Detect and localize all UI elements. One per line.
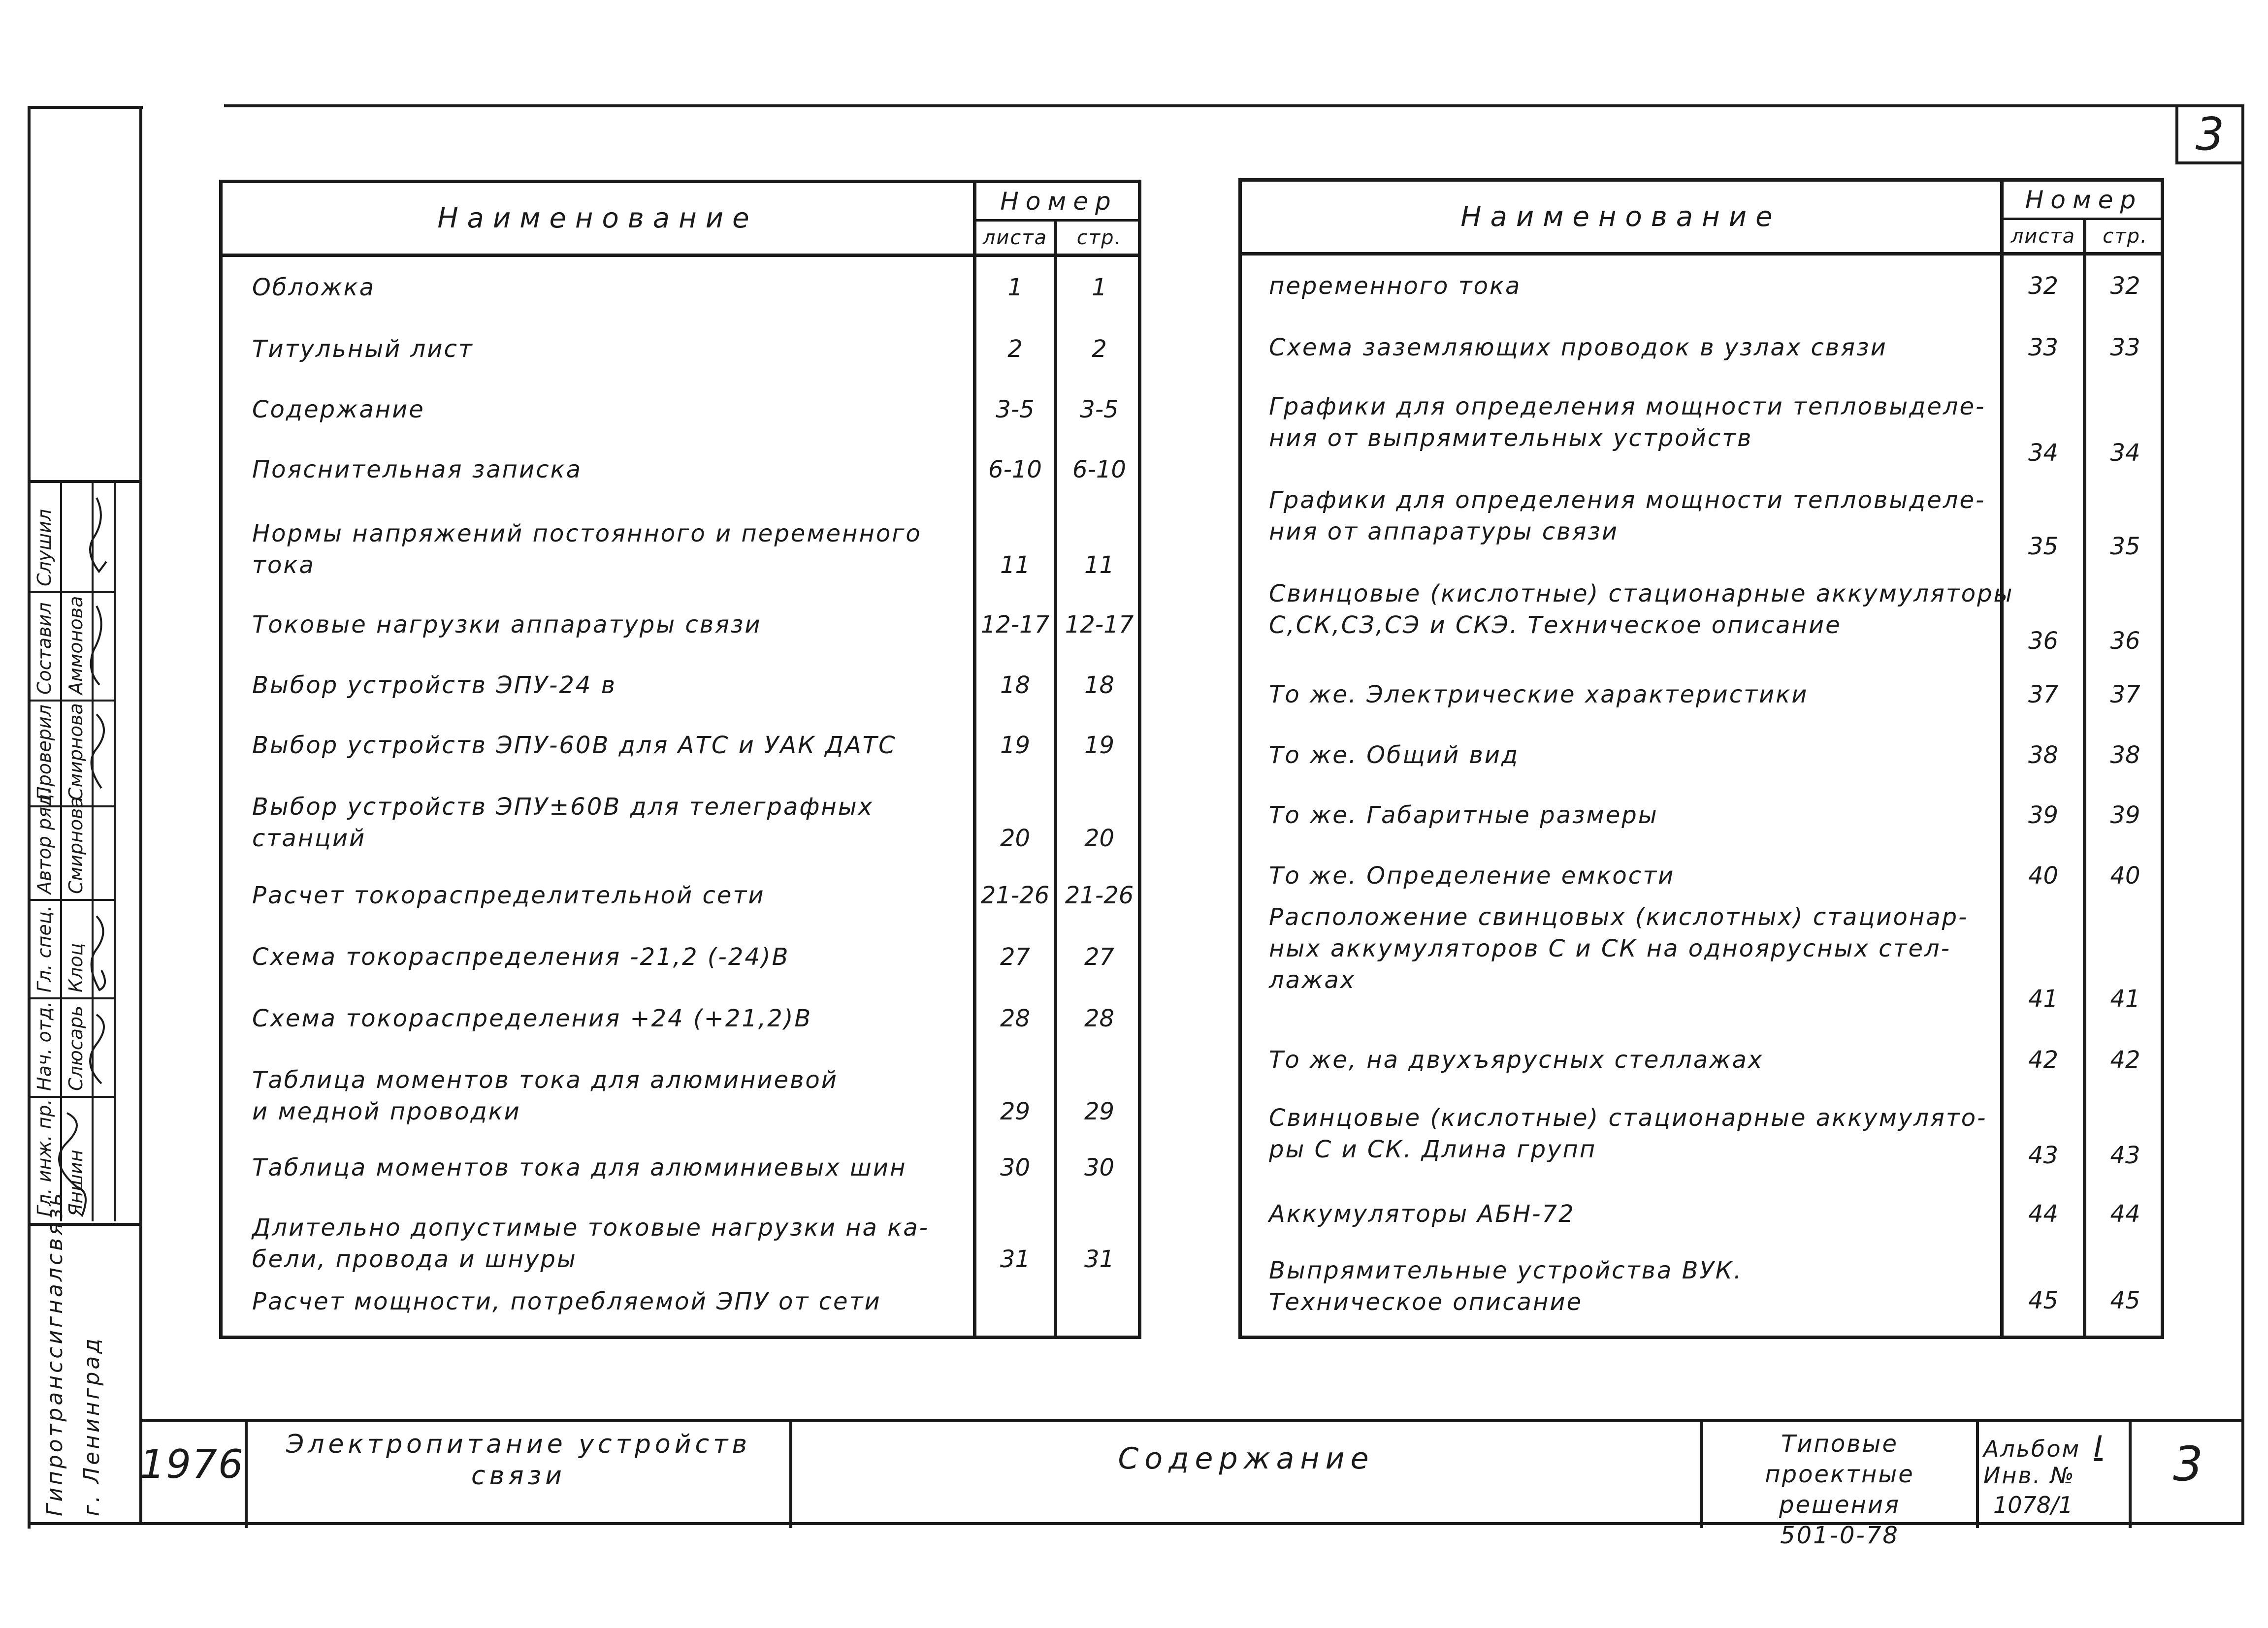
toc-row [223, 1003, 1138, 1034]
row-page: 37 [2110, 681, 2140, 708]
row-page: 3-5 [1080, 396, 1119, 423]
organization-city: г. Ленинград [79, 1336, 104, 1516]
title-block [139, 1419, 2244, 1549]
row-name: То же. Общий вид [1269, 741, 1520, 769]
top-rule [224, 104, 2243, 107]
row-name: Свинцовые (кислотные) стационарные аккумулято- ры С и СК. Длина групп [1269, 1104, 1987, 1163]
stamp-name: Яншин [65, 1149, 87, 1216]
row-page: 35 [2110, 533, 2140, 560]
row-page: 12-17 [1065, 611, 1134, 638]
tb-inv-value: 1078/1 [1993, 1492, 2073, 1518]
row-list: 36 [2028, 627, 2059, 655]
toc-row [1242, 1245, 2161, 1329]
stamp-inner-border [139, 106, 142, 1524]
row-list: 2 [1007, 335, 1023, 363]
row-name: Титульный лист [252, 335, 474, 363]
row-page: 1 [1092, 274, 1107, 301]
row-list: 35 [2028, 533, 2059, 560]
row-page: 33 [2110, 334, 2140, 361]
row-list: 30 [1000, 1154, 1031, 1181]
tb-series: Типовые проектные решения 501-0-78 [1765, 1430, 1914, 1549]
row-name: Схема токораспределения +24 (+21,2)В [252, 1005, 812, 1032]
row-list: 40 [2028, 862, 2059, 890]
row-list: 43 [2028, 1142, 2059, 1169]
stamp-role: Гл. спец. [33, 905, 55, 992]
page-number-box [2175, 104, 2244, 164]
stamp-role: Составил [33, 602, 55, 695]
row-name: Пояснительная записка [252, 456, 583, 483]
tb-inv-label: Инв. № [1983, 1462, 2075, 1489]
row-list: 12-17 [980, 611, 1050, 638]
row-page: 32 [2110, 272, 2140, 300]
row-list: 27 [1000, 943, 1031, 971]
row-page: 21-26 [1065, 882, 1134, 909]
top-left-rule [30, 106, 143, 109]
row-name: Аккумуляторы АБН-72 [1269, 1200, 1575, 1228]
row-list: 44 [2028, 1200, 2059, 1228]
stamp-name: Смирнова [65, 797, 87, 894]
toc-row [223, 941, 1138, 973]
row-name: Длительно допустимые токовые нагрузки на ка- бели, провода и шнуры [252, 1214, 929, 1273]
stamp-name: Смирнова [65, 703, 87, 800]
row-list: 6-10 [988, 456, 1042, 483]
tb-album [1983, 1430, 2126, 1464]
row-name: То же. Габаритные размеры [1269, 801, 1658, 829]
row-page: 41 [2110, 985, 2140, 1013]
row-page: 30 [1084, 1154, 1115, 1181]
toc-row [223, 454, 1138, 485]
tb-sheet-title: Содержание [1118, 1441, 1375, 1476]
toc-row [223, 1212, 1138, 1275]
row-list: 29 [1000, 1098, 1031, 1125]
row-name: Выпрямительные устройства ВУК. Техническое описание [1269, 1257, 1743, 1316]
row-page: 19 [1084, 732, 1115, 759]
stamp-role: Нач. отд. [33, 1001, 55, 1091]
row-page: 45 [2110, 1287, 2140, 1314]
stamp-role: Проверил [33, 704, 55, 800]
row-name: Выбор устройств ЭПУ-60В для АТС и УАК ДАТС [252, 732, 897, 759]
row-page: 27 [1084, 943, 1115, 971]
toc-row [1242, 1102, 2161, 1171]
row-name: Нормы напряжений постоянного и переменного тока [252, 520, 922, 579]
approval-stamp [28, 480, 139, 1226]
tb-subject: Электропитание устройств связи [286, 1430, 751, 1491]
row-list: 34 [2028, 439, 2059, 467]
toc-row [1242, 484, 2161, 562]
row-list: 11 [1000, 551, 1031, 579]
row-page: 36 [2110, 627, 2140, 655]
toc-row [1242, 1198, 2161, 1230]
row-name: Токовые нагрузки аппаратуры связи [252, 611, 762, 638]
row-page: 18 [1084, 671, 1115, 699]
toc-row [223, 730, 1138, 761]
header-str: стр. [2083, 220, 2164, 255]
row-name: Графики для определения мощности тепловыделе- ния от аппаратуры связи [1269, 486, 1986, 545]
row-page: 39 [2110, 801, 2140, 829]
header-lista: листа [2000, 220, 2083, 255]
header-name: Наименование [223, 183, 973, 257]
row-page: 34 [2110, 439, 2140, 467]
row-name: Расчет мощности, потребляемой ЭПУ от сети [252, 1288, 881, 1315]
row-list: 31 [1000, 1245, 1031, 1273]
row-list: 1 [1007, 274, 1023, 301]
right-border [2241, 104, 2244, 1522]
row-page: 40 [2110, 862, 2140, 890]
stamp-role: Слушил [33, 509, 55, 586]
row-page: 42 [2110, 1046, 2140, 1074]
toc-row [223, 333, 1138, 365]
row-list: 19 [1000, 732, 1031, 759]
toc-row [1242, 860, 2161, 892]
row-page: 11 [1084, 551, 1115, 579]
tb-year: 1976 [140, 1441, 244, 1487]
row-name: Графики для определения мощности тепловыделе- ния от выпрямительных устройств [1269, 393, 1986, 452]
row-page: 20 [1084, 825, 1115, 852]
row-page: 28 [1084, 1005, 1115, 1032]
toc-row [223, 670, 1138, 701]
toc-row [223, 791, 1138, 854]
row-page: 38 [2110, 741, 2140, 769]
row-name: Содержание [252, 396, 425, 423]
stamp-name: Аммонова [65, 596, 87, 695]
stamp-name: Слюсарь [65, 1005, 87, 1091]
toc-table-left [219, 180, 1141, 1339]
stamp-name: Клоц [65, 943, 87, 992]
row-name: Выбор устройств ЭПУ-24 в [252, 671, 617, 699]
row-name: Расположение свинцовых (кислотных) стационар- ных аккумуляторов С и СК на одноярусных стел- лажах [1269, 903, 1969, 994]
toc-row [1242, 901, 2161, 1015]
tb-sheet-number: 3 [2172, 1436, 2203, 1492]
tb-divider [1976, 1422, 1979, 1528]
tb-album-label: Альбом [1983, 1436, 2081, 1462]
row-page: 29 [1084, 1098, 1115, 1125]
toc-row [223, 1152, 1138, 1183]
tb-inv [1983, 1462, 2126, 1526]
toc-row [223, 880, 1138, 911]
row-page: 44 [2110, 1200, 2140, 1228]
row-list: 28 [1000, 1005, 1031, 1032]
tb-album-value: I [2094, 1430, 2103, 1464]
toc-row [223, 1286, 1138, 1317]
toc-row [1242, 799, 2161, 831]
row-list: 33 [2028, 334, 2059, 361]
toc-row [1242, 332, 2161, 363]
organization-block [28, 1191, 139, 1521]
row-name: То же. Электрические характеристики [1269, 681, 1809, 708]
row-list: 18 [1000, 671, 1031, 699]
stamp-role: Гл. инж. пр. [33, 1099, 55, 1216]
row-page: 2 [1092, 335, 1107, 363]
row-name: Схема заземляющих проводок в узлах связи [1269, 334, 1887, 361]
row-page: 43 [2110, 1142, 2140, 1169]
header-nomer: Номер [2000, 182, 2164, 220]
row-list: 45 [2028, 1287, 2059, 1314]
page-number: 3 [2195, 108, 2225, 160]
header-nomer: Номер [973, 183, 1141, 222]
toc-row [1242, 578, 2161, 657]
toc-row [223, 609, 1138, 640]
row-name: Расчет токораспределительной сети [252, 882, 765, 909]
toc-row [223, 394, 1138, 425]
row-list: 42 [2028, 1046, 2059, 1074]
header-name: Наименование [1242, 182, 2000, 255]
row-name: Свинцовые (кислотные) стационарные аккумуляторы С,СК,СЗ,СЭ и СКЭ. Техническое описание [1269, 580, 2014, 639]
row-list: 32 [2028, 272, 2059, 300]
row-name: Обложка [252, 274, 376, 301]
row-list: 21-26 [980, 882, 1050, 909]
toc-row [1242, 391, 2161, 469]
header-str: стр. [1054, 222, 1141, 257]
row-list: 39 [2028, 801, 2059, 829]
row-name: переменного тока [1269, 272, 1522, 300]
toc-row [1242, 270, 2161, 302]
header-lista: листа [973, 222, 1054, 257]
stamp-role: Автор ряд. [33, 788, 55, 894]
toc-row [223, 272, 1138, 303]
row-name: Таблица моментов тока для алюминиевой и медной проводки [252, 1066, 838, 1125]
row-page: 6-10 [1072, 456, 1126, 483]
toc-table-right [1238, 178, 2164, 1339]
signature-scribbles [28, 483, 139, 1221]
toc-row [1242, 679, 2161, 710]
row-list: 38 [2028, 741, 2059, 769]
row-name: Схема токораспределения -21,2 (-24)В [252, 943, 790, 971]
row-name: То же, на двухъярусных стеллажах [1269, 1046, 1764, 1074]
organization-name: Гипротранссигналсвязь [42, 1191, 67, 1516]
row-list: 3-5 [996, 396, 1035, 423]
row-list: 20 [1000, 825, 1031, 852]
row-name: Выбор устройств ЭПУ±60В для телеграфных станций [252, 793, 874, 852]
row-list: 41 [2028, 985, 2059, 1013]
row-page: 31 [1084, 1245, 1115, 1273]
toc-row [1242, 739, 2161, 771]
row-list: 37 [2028, 681, 2059, 708]
toc-row [223, 518, 1138, 581]
toc-row [1242, 1044, 2161, 1076]
toc-row [223, 1064, 1138, 1127]
row-name: Таблица моментов тока для алюминиевых шин [252, 1154, 907, 1181]
row-name: То же. Определение емкости [1269, 862, 1675, 890]
